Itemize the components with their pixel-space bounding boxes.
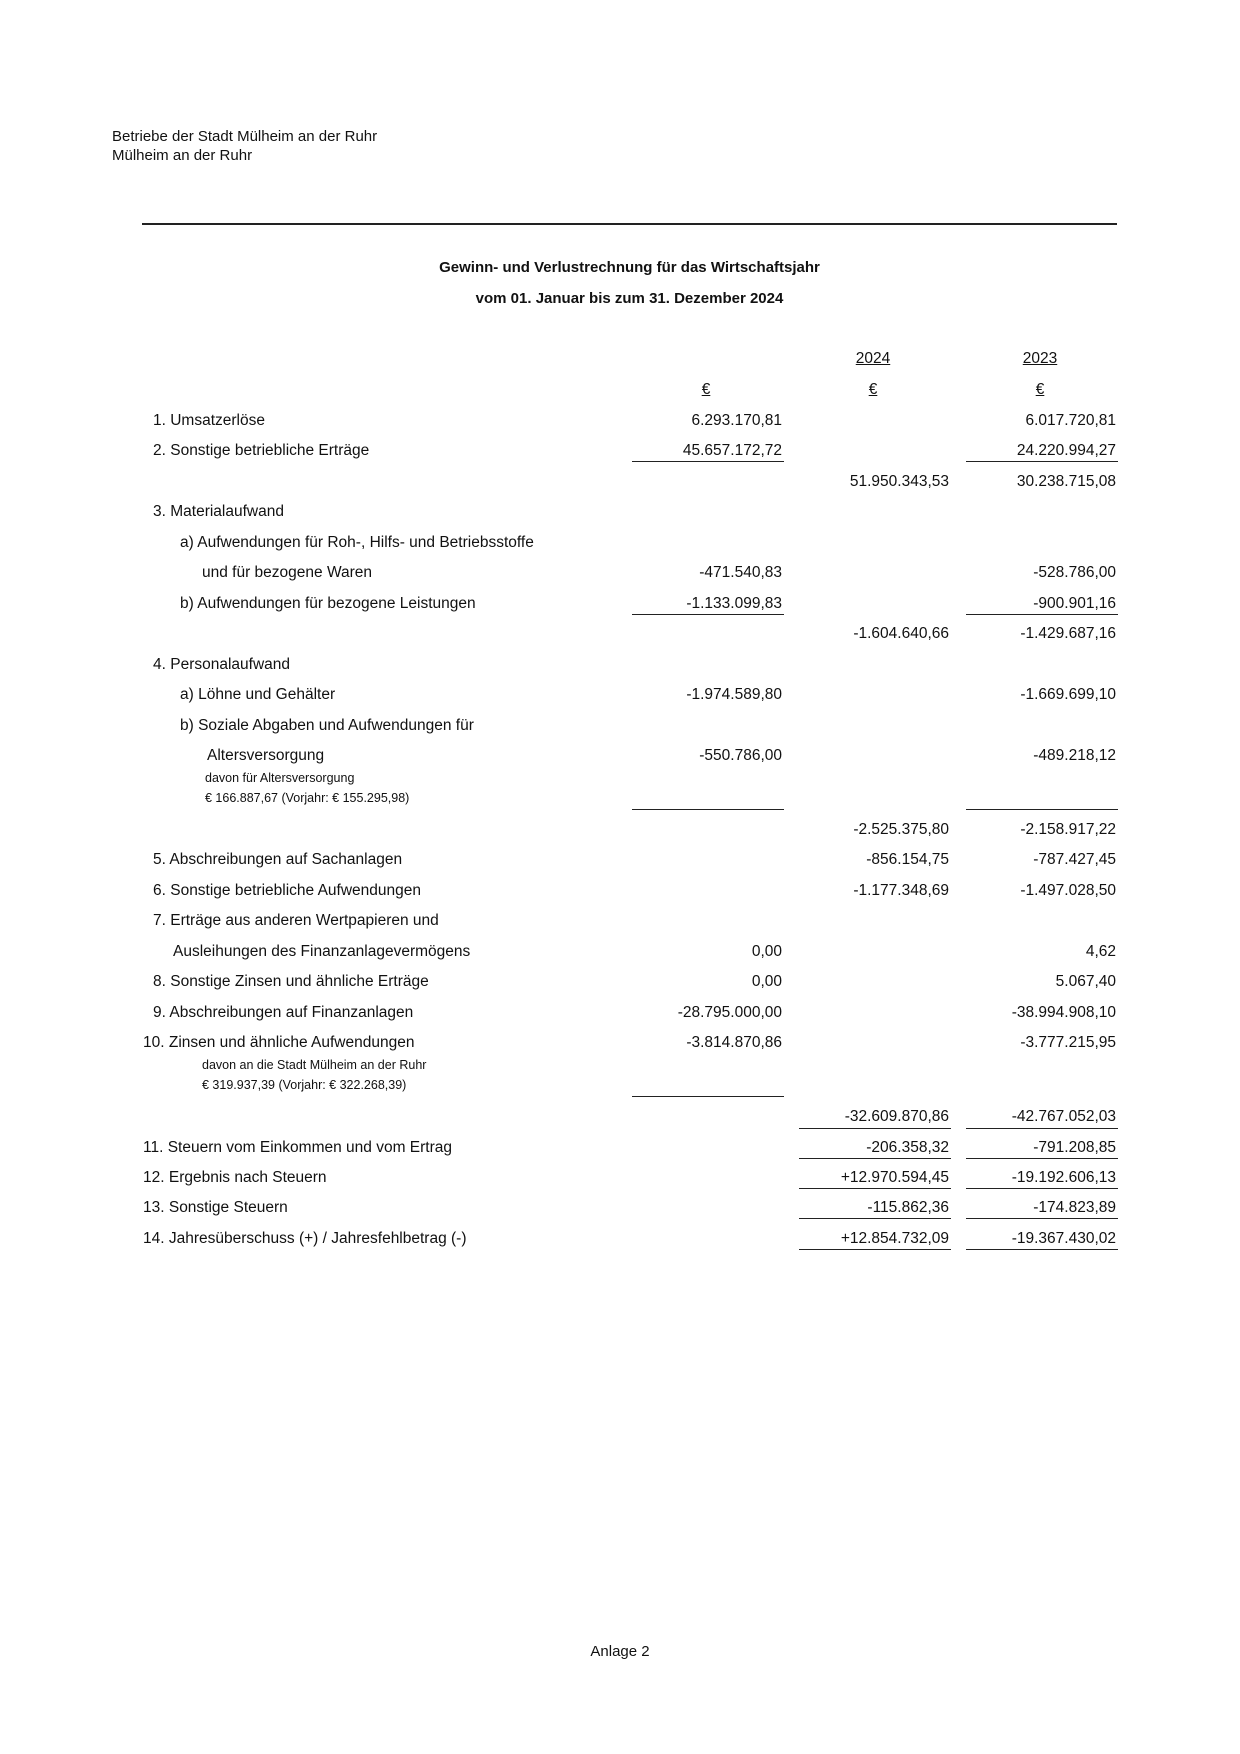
interest-note-label: davon an die Stadt Mülheim an der Ruhr <box>202 1058 427 1072</box>
subtotal-line <box>632 809 784 810</box>
table-row <box>0 1166 1240 1190</box>
statement-title: Gewinn- und Verlustrechnung für das Wirtschaftsjahr <box>439 259 820 276</box>
value-detail: -1.133.099,83 <box>686 595 782 612</box>
value-prior-year: -1.429.687,16 <box>1020 625 1116 642</box>
value-current-year: +12.970.594,45 <box>840 1169 949 1186</box>
value-prior-year: -787.427,45 <box>1033 851 1116 868</box>
subtotal-line <box>966 461 1118 462</box>
subtotal-line <box>632 1096 784 1097</box>
row-label: 7. Erträge aus anderen Wertpapieren und <box>153 912 439 929</box>
year-prior-header: 2023 <box>1022 350 1058 367</box>
row-label: 10. Zinsen und ähnliche Aufwendungen <box>143 1034 415 1051</box>
row-label: Altersversorgung <box>207 747 325 764</box>
value-current-year: -2.525.375,80 <box>853 821 949 838</box>
year-current-header: 2024 <box>855 350 891 367</box>
value-prior-year: 4,62 <box>1085 943 1116 960</box>
subtotal-line <box>966 1158 1118 1159</box>
table-row <box>0 744 1240 768</box>
value-prior-year: -3.777.215,95 <box>1020 1034 1116 1051</box>
value-detail: -28.795.000,00 <box>677 1004 782 1021</box>
table-row <box>0 592 1240 616</box>
page-footer-label: Anlage 2 <box>590 1643 650 1660</box>
total-line <box>799 1249 951 1250</box>
subtotal-line <box>799 1188 951 1189</box>
value-prior-year: -19.367.430,02 <box>1011 1230 1116 1247</box>
subtotal-line <box>632 614 784 615</box>
table-row <box>0 409 1240 433</box>
value-detail: -1.974.589,80 <box>686 686 782 703</box>
table-row <box>0 940 1240 964</box>
value-current-year: +12.854.732,09 <box>840 1230 949 1247</box>
row-label: Ausleihungen des Finanzanlagevermögens <box>173 943 471 960</box>
value-current-year: -32.609.870,86 <box>844 1108 949 1125</box>
value-detail: 0,00 <box>751 943 782 960</box>
value-current-year: -206.358,32 <box>866 1139 949 1156</box>
pension-note-amount: € 166.887,67 (Vorjahr: € 155.295,98) <box>205 791 410 805</box>
value-current-year: -115.862,36 <box>867 1199 949 1216</box>
row-label: 8. Sonstige Zinsen und ähnliche Erträge <box>153 973 429 990</box>
row-label: b) Soziale Abgaben und Aufwendungen für <box>180 717 474 734</box>
row-label: und für bezogene Waren <box>202 564 373 581</box>
currency-header-1: € <box>701 381 711 398</box>
table-row <box>0 1136 1240 1160</box>
value-prior-year: 24.220.994,27 <box>1016 442 1116 459</box>
column-year-header <box>0 347 1240 371</box>
table-row <box>0 1196 1240 1220</box>
currency-header-2: € <box>868 381 878 398</box>
row-label: 6. Sonstige betriebliche Aufwendungen <box>153 882 422 899</box>
subtotal-line <box>799 1218 951 1219</box>
table-row <box>0 531 1240 555</box>
table-row <box>0 561 1240 585</box>
value-prior-year: -42.767.052,03 <box>1011 1108 1116 1125</box>
value-prior-year: -38.994.908,10 <box>1011 1004 1116 1021</box>
statement-period: vom 01. Januar bis zum 31. Dezember 2024 <box>475 290 784 307</box>
row-label: 11. Steuern vom Einkommen und vom Ertrag <box>143 1139 452 1156</box>
value-prior-year: -489.218,12 <box>1033 747 1116 764</box>
subtotal-line <box>966 1128 1118 1129</box>
value-prior-year: -900.901,16 <box>1033 595 1116 612</box>
table-row <box>0 1031 1240 1055</box>
row-label: 5. Abschreibungen auf Sachanlagen <box>153 851 403 868</box>
table-row <box>0 683 1240 707</box>
value-detail: 45.657.172,72 <box>682 442 782 459</box>
pension-note-label: davon für Altersversorgung <box>205 771 355 785</box>
table-row <box>0 1001 1240 1025</box>
value-prior-year: -1.669.699,10 <box>1020 686 1116 703</box>
subtotal-line <box>966 614 1118 615</box>
subtotal-line <box>799 1128 951 1129</box>
table-row <box>0 1227 1240 1251</box>
table-row <box>0 970 1240 994</box>
row-label: 3. Materialaufwand <box>153 503 284 520</box>
table-row <box>0 439 1240 463</box>
row-label: 1. Umsatzerlöse <box>153 412 265 429</box>
value-current-year: 51.950.343,53 <box>849 473 949 490</box>
value-current-year: -1.604.640,66 <box>853 625 949 642</box>
column-currency-header <box>0 378 1240 402</box>
row-label: 12. Ergebnis nach Steuern <box>143 1169 327 1186</box>
value-prior-year: -1.497.028,50 <box>1020 882 1116 899</box>
table-row <box>0 848 1240 872</box>
value-prior-year: -2.158.917,22 <box>1020 821 1116 838</box>
table-row <box>0 818 1240 842</box>
value-prior-year: 5.067,40 <box>1055 973 1116 990</box>
organization-city: Mülheim an der Ruhr <box>112 147 253 164</box>
row-label: 14. Jahresüberschuss (+) / Jahresfehlbetrag (-) <box>143 1230 467 1247</box>
row-label: b) Aufwendungen für bezogene Leistungen <box>180 595 476 612</box>
row-label: a) Aufwendungen für Roh-, Hilfs- und Betriebsstoffe <box>180 534 534 551</box>
subtotal-line <box>966 809 1118 810</box>
organization-name: Betriebe der Stadt Mülheim an der Ruhr <box>112 128 378 145</box>
subtotal-line <box>966 1188 1118 1189</box>
value-current-year: -1.177.348,69 <box>853 882 949 899</box>
table-row <box>0 470 1240 494</box>
subtotal-line <box>799 1158 951 1159</box>
total-line <box>966 1249 1118 1250</box>
value-detail: 0,00 <box>751 973 782 990</box>
table-row <box>0 714 1240 738</box>
table-row <box>0 879 1240 903</box>
value-detail: 6.293.170,81 <box>691 412 782 429</box>
subtotal-line <box>632 461 784 462</box>
table-row <box>0 1105 1240 1129</box>
table-row <box>0 653 1240 677</box>
header-divider <box>142 223 1117 225</box>
value-prior-year: 6.017.720,81 <box>1025 412 1116 429</box>
value-prior-year: -19.192.606,13 <box>1011 1169 1116 1186</box>
value-prior-year: 30.238.715,08 <box>1016 473 1116 490</box>
value-detail: -550.786,00 <box>699 747 782 764</box>
value-detail: -471.540,83 <box>699 564 782 581</box>
currency-header-3: € <box>1035 381 1045 398</box>
table-row <box>0 500 1240 524</box>
table-row <box>0 622 1240 646</box>
table-row <box>0 909 1240 933</box>
interest-note-amount: € 319.937,39 (Vorjahr: € 322.268,39) <box>202 1078 407 1092</box>
value-prior-year: -528.786,00 <box>1033 564 1116 581</box>
value-prior-year: -174.823,89 <box>1033 1199 1116 1216</box>
row-label: 4. Personalaufwand <box>153 656 291 673</box>
value-detail: -3.814.870,86 <box>686 1034 782 1051</box>
value-current-year: -856.154,75 <box>866 851 949 868</box>
value-prior-year: -791.208,85 <box>1033 1139 1116 1156</box>
row-label: 9. Abschreibungen auf Finanzanlagen <box>153 1004 414 1021</box>
row-label: 13. Sonstige Steuern <box>143 1199 288 1216</box>
row-label: a) Löhne und Gehälter <box>180 686 336 703</box>
subtotal-line <box>966 1218 1118 1219</box>
row-label: 2. Sonstige betriebliche Erträge <box>153 442 370 459</box>
